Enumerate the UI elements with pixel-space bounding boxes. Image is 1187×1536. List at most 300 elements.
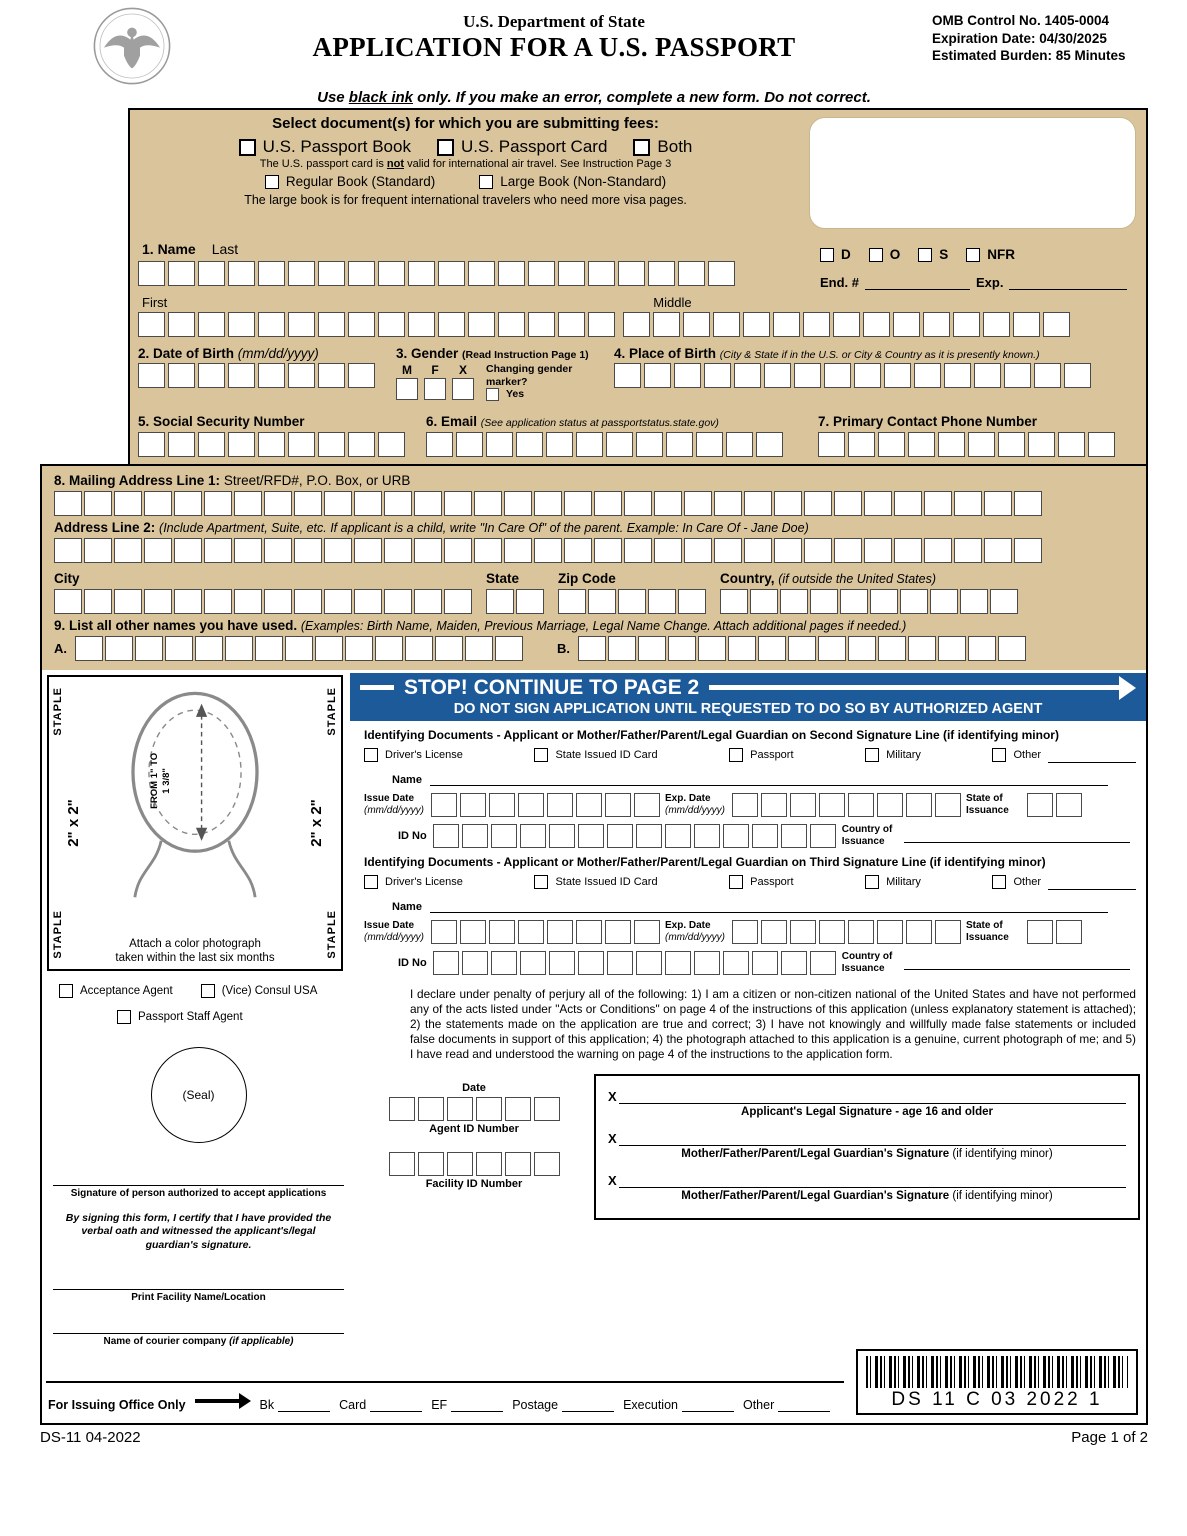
char-box[interactable] (636, 432, 663, 457)
char-box[interactable] (198, 363, 225, 388)
char-box[interactable] (668, 636, 696, 661)
char-box[interactable] (678, 589, 706, 614)
char-box[interactable] (234, 589, 262, 614)
char-box[interactable] (348, 363, 375, 388)
iddoc1-state-id-option[interactable] (534, 748, 657, 763)
char-box[interactable] (761, 793, 787, 817)
char-box[interactable] (528, 261, 555, 286)
iddoc1-other-checkbox[interactable] (992, 748, 1006, 762)
char-box[interactable] (234, 538, 262, 563)
char-box[interactable] (794, 363, 821, 388)
char-box[interactable] (834, 491, 862, 516)
char-box[interactable] (414, 491, 442, 516)
option-both[interactable] (633, 137, 692, 157)
char-box[interactable] (605, 793, 631, 817)
char-box[interactable] (576, 793, 602, 817)
char-box[interactable] (761, 920, 787, 944)
char-box[interactable] (810, 589, 838, 614)
char-box[interactable] (819, 793, 845, 817)
char-box[interactable] (318, 363, 345, 388)
both-checkbox[interactable] (633, 139, 650, 156)
char-box[interactable] (520, 951, 546, 975)
char-box[interactable] (1014, 538, 1042, 563)
char-box[interactable] (576, 432, 603, 457)
char-box[interactable] (225, 636, 253, 661)
char-box[interactable] (644, 363, 671, 388)
char-box[interactable] (750, 589, 778, 614)
char-box[interactable] (389, 1097, 415, 1121)
char-box[interactable] (698, 636, 726, 661)
char-box[interactable] (804, 538, 832, 563)
char-box[interactable] (781, 824, 807, 848)
char-box[interactable] (588, 589, 616, 614)
char-box[interactable] (444, 589, 472, 614)
guardian-signature-field-2[interactable] (619, 1172, 1126, 1188)
char-box[interactable] (168, 363, 195, 388)
iddoc2-state-issuance-input[interactable] (1027, 920, 1082, 944)
passport-staff-agent-checkbox[interactable] (117, 1010, 131, 1024)
char-box[interactable] (504, 538, 532, 563)
char-box[interactable] (558, 312, 585, 337)
char-box[interactable] (324, 538, 352, 563)
char-box[interactable] (684, 491, 712, 516)
char-box[interactable] (204, 491, 232, 516)
char-box[interactable] (840, 589, 868, 614)
char-box[interactable] (418, 1152, 444, 1176)
char-box[interactable] (624, 538, 652, 563)
char-box[interactable] (924, 538, 952, 563)
char-box[interactable] (486, 589, 514, 614)
char-box[interactable] (489, 920, 515, 944)
char-box[interactable] (476, 1152, 502, 1176)
char-box[interactable] (990, 589, 1018, 614)
iddoc1-exp-date-input[interactable] (732, 793, 961, 817)
iddoc2-state-id-checkbox[interactable] (534, 875, 548, 889)
char-box[interactable] (654, 491, 682, 516)
char-box[interactable] (636, 951, 662, 975)
char-box[interactable] (204, 538, 232, 563)
char-box[interactable] (848, 432, 875, 457)
char-box[interactable] (618, 261, 645, 286)
char-box[interactable] (491, 951, 517, 975)
char-box[interactable] (444, 538, 472, 563)
phone-input[interactable] (818, 432, 1138, 457)
char-box[interactable] (606, 432, 633, 457)
char-box[interactable] (654, 538, 682, 563)
char-box[interactable] (489, 793, 515, 817)
char-box[interactable] (460, 793, 486, 817)
char-box[interactable] (666, 432, 693, 457)
char-box[interactable] (505, 1097, 531, 1121)
char-box[interactable] (1058, 432, 1085, 457)
iddoc2-other-field[interactable] (1048, 875, 1136, 890)
iddoc2-idno-input[interactable] (433, 951, 836, 975)
gender-change-yes-box[interactable] (486, 388, 499, 401)
flag-o[interactable] (869, 247, 901, 262)
first-name-input[interactable] (138, 312, 615, 337)
char-box[interactable] (228, 261, 255, 286)
char-box[interactable] (863, 312, 890, 337)
char-box[interactable] (634, 793, 660, 817)
char-box[interactable] (723, 951, 749, 975)
char-box[interactable] (258, 363, 285, 388)
char-box[interactable] (833, 312, 860, 337)
iddoc2-country-field[interactable] (904, 955, 1130, 970)
char-box[interactable] (1034, 363, 1061, 388)
char-box[interactable] (578, 636, 606, 661)
authorized-signature-field[interactable] (53, 1185, 344, 1186)
char-box[interactable] (1064, 363, 1091, 388)
exp-field[interactable] (1009, 275, 1127, 290)
char-box[interactable] (174, 538, 202, 563)
char-box[interactable] (84, 538, 112, 563)
date-input[interactable] (368, 1097, 580, 1121)
char-box[interactable] (930, 589, 958, 614)
char-box[interactable] (877, 920, 903, 944)
char-box[interactable] (486, 432, 513, 457)
char-box[interactable] (674, 363, 701, 388)
iddoc1-other-field[interactable] (1048, 748, 1136, 763)
char-box[interactable] (444, 491, 472, 516)
char-box[interactable] (998, 432, 1025, 457)
char-box[interactable] (255, 636, 283, 661)
char-box[interactable] (1043, 312, 1070, 337)
passport-book-checkbox[interactable] (239, 139, 256, 156)
char-box[interactable] (968, 432, 995, 457)
char-box[interactable] (474, 538, 502, 563)
char-box[interactable] (204, 589, 232, 614)
iddoc2-military-checkbox[interactable] (865, 875, 879, 889)
char-box[interactable] (438, 312, 465, 337)
flag-d-checkbox[interactable] (820, 248, 834, 262)
char-box[interactable] (752, 951, 778, 975)
char-box[interactable] (634, 920, 660, 944)
char-box[interactable] (781, 951, 807, 975)
char-box[interactable] (547, 920, 573, 944)
char-box[interactable] (756, 432, 783, 457)
acceptance-agent-option[interactable] (59, 984, 173, 998)
char-box[interactable] (54, 538, 82, 563)
char-box[interactable] (734, 363, 761, 388)
char-box[interactable] (389, 1152, 415, 1176)
char-box[interactable] (935, 793, 961, 817)
char-box[interactable] (318, 432, 345, 457)
char-box[interactable] (1056, 793, 1082, 817)
char-box[interactable] (1028, 432, 1055, 457)
char-box[interactable] (704, 363, 731, 388)
facility-name-field[interactable] (53, 1289, 344, 1290)
char-box[interactable] (431, 793, 457, 817)
char-box[interactable] (318, 261, 345, 286)
char-box[interactable] (294, 589, 322, 614)
char-box[interactable] (418, 1097, 444, 1121)
gender-f-box[interactable] (424, 378, 446, 400)
char-box[interactable] (516, 589, 544, 614)
char-box[interactable] (384, 589, 412, 614)
char-box[interactable] (819, 920, 845, 944)
char-box[interactable] (534, 491, 562, 516)
flag-nfr-checkbox[interactable] (966, 248, 980, 262)
char-box[interactable] (114, 538, 142, 563)
char-box[interactable] (114, 589, 142, 614)
guardian-signature-field-1[interactable] (619, 1130, 1126, 1146)
option-large-book[interactable] (479, 174, 666, 189)
char-box[interactable] (824, 363, 851, 388)
char-box[interactable] (1027, 920, 1053, 944)
char-box[interactable] (354, 491, 382, 516)
passport-card-checkbox[interactable] (437, 139, 454, 156)
bk-field[interactable] (278, 1397, 330, 1412)
char-box[interactable] (900, 589, 928, 614)
other-name-b-input[interactable] (578, 636, 1026, 661)
char-box[interactable] (426, 432, 453, 457)
char-box[interactable] (864, 491, 892, 516)
char-box[interactable] (578, 824, 604, 848)
char-box[interactable] (723, 824, 749, 848)
iddoc1-idno-input[interactable] (433, 824, 836, 848)
char-box[interactable] (923, 312, 950, 337)
char-box[interactable] (1013, 312, 1040, 337)
iddoc2-exp-date-input[interactable] (732, 920, 961, 944)
char-box[interactable] (678, 261, 705, 286)
char-box[interactable] (728, 636, 756, 661)
char-box[interactable] (684, 538, 712, 563)
execution-field[interactable] (682, 1397, 734, 1412)
char-box[interactable] (75, 636, 103, 661)
char-box[interactable] (618, 589, 646, 614)
char-box[interactable] (433, 951, 459, 975)
char-box[interactable] (546, 432, 573, 457)
char-box[interactable] (665, 824, 691, 848)
iddoc2-other-checkbox[interactable] (992, 875, 1006, 889)
iddoc2-drivers-license-option[interactable] (364, 875, 463, 890)
char-box[interactable] (1014, 491, 1042, 516)
char-box[interactable] (498, 312, 525, 337)
char-box[interactable] (653, 312, 680, 337)
char-box[interactable] (54, 589, 82, 614)
char-box[interactable] (906, 920, 932, 944)
char-box[interactable] (460, 920, 486, 944)
char-box[interactable] (564, 538, 592, 563)
char-box[interactable] (456, 432, 483, 457)
char-box[interactable] (84, 491, 112, 516)
char-box[interactable] (983, 312, 1010, 337)
address1-input[interactable] (54, 491, 1134, 516)
large-book-checkbox[interactable] (479, 175, 493, 189)
char-box[interactable] (558, 261, 585, 286)
char-box[interactable] (894, 538, 922, 563)
char-box[interactable] (384, 491, 412, 516)
char-box[interactable] (505, 1152, 531, 1176)
char-box[interactable] (264, 538, 292, 563)
char-box[interactable] (114, 491, 142, 516)
char-box[interactable] (752, 824, 778, 848)
char-box[interactable] (228, 363, 255, 388)
char-box[interactable] (803, 312, 830, 337)
char-box[interactable] (790, 793, 816, 817)
char-box[interactable] (384, 538, 412, 563)
char-box[interactable] (790, 920, 816, 944)
state-input[interactable] (486, 589, 544, 614)
char-box[interactable] (408, 261, 435, 286)
char-box[interactable] (720, 589, 748, 614)
char-box[interactable] (348, 312, 375, 337)
char-box[interactable] (607, 824, 633, 848)
char-box[interactable] (834, 538, 862, 563)
char-box[interactable] (447, 1152, 473, 1176)
char-box[interactable] (848, 793, 874, 817)
char-box[interactable] (1088, 432, 1115, 457)
iddoc1-drivers-license-option[interactable] (364, 748, 463, 763)
char-box[interactable] (743, 312, 770, 337)
option-regular-book[interactable] (265, 174, 435, 189)
char-box[interactable] (534, 538, 562, 563)
dob-input[interactable] (138, 363, 396, 388)
char-box[interactable] (893, 312, 920, 337)
char-box[interactable] (683, 312, 710, 337)
char-box[interactable] (954, 491, 982, 516)
iddoc1-drivers-license-checkbox[interactable] (364, 748, 378, 762)
flag-s[interactable] (918, 247, 948, 262)
char-box[interactable] (378, 261, 405, 286)
end-number-field[interactable] (865, 275, 970, 290)
iddoc2-name-field[interactable] (430, 898, 1108, 913)
char-box[interactable] (468, 312, 495, 337)
char-box[interactable] (431, 920, 457, 944)
char-box[interactable] (810, 824, 836, 848)
pob-input[interactable] (614, 363, 1138, 388)
char-box[interactable] (324, 589, 352, 614)
char-box[interactable] (378, 432, 405, 457)
flag-nfr[interactable] (966, 247, 1015, 262)
ef-field[interactable] (451, 1397, 503, 1412)
iddoc1-military-option[interactable] (865, 748, 921, 763)
char-box[interactable] (228, 312, 255, 337)
char-box[interactable] (516, 432, 543, 457)
flag-s-checkbox[interactable] (918, 248, 932, 262)
iddoc1-passport-checkbox[interactable] (729, 748, 743, 762)
char-box[interactable] (165, 636, 193, 661)
char-box[interactable] (354, 589, 382, 614)
char-box[interactable] (908, 636, 936, 661)
char-box[interactable] (438, 261, 465, 286)
char-box[interactable] (614, 363, 641, 388)
char-box[interactable] (894, 491, 922, 516)
flag-d[interactable] (820, 247, 851, 262)
char-box[interactable] (935, 920, 961, 944)
char-box[interactable] (198, 261, 225, 286)
other-field[interactable] (778, 1397, 830, 1412)
char-box[interactable] (174, 491, 202, 516)
char-box[interactable] (285, 636, 313, 661)
char-box[interactable] (744, 538, 772, 563)
char-box[interactable] (864, 538, 892, 563)
char-box[interactable] (953, 312, 980, 337)
char-box[interactable] (468, 261, 495, 286)
char-box[interactable] (345, 636, 373, 661)
char-box[interactable] (938, 432, 965, 457)
char-box[interactable] (495, 636, 523, 661)
iddoc1-name-field[interactable] (430, 771, 1108, 786)
char-box[interactable] (258, 261, 285, 286)
char-box[interactable] (624, 491, 652, 516)
iddoc1-military-checkbox[interactable] (865, 748, 879, 762)
char-box[interactable] (818, 636, 846, 661)
char-box[interactable] (758, 636, 786, 661)
char-box[interactable] (732, 793, 758, 817)
char-box[interactable] (288, 261, 315, 286)
char-box[interactable] (914, 363, 941, 388)
passport-staff-agent-option[interactable] (117, 1010, 243, 1024)
char-box[interactable] (288, 363, 315, 388)
char-box[interactable] (474, 491, 502, 516)
char-box[interactable] (810, 951, 836, 975)
iddoc1-passport-option[interactable] (729, 748, 793, 763)
iddoc2-other-option[interactable] (992, 875, 1136, 890)
char-box[interactable] (294, 538, 322, 563)
char-box[interactable] (520, 824, 546, 848)
char-box[interactable] (558, 589, 586, 614)
char-box[interactable] (974, 363, 1001, 388)
char-box[interactable] (878, 636, 906, 661)
char-box[interactable] (84, 589, 112, 614)
char-box[interactable] (138, 363, 165, 388)
middle-name-input[interactable] (623, 312, 1070, 337)
char-box[interactable] (607, 951, 633, 975)
char-box[interactable] (447, 1097, 473, 1121)
char-box[interactable] (476, 1097, 502, 1121)
char-box[interactable] (648, 261, 675, 286)
zip-input[interactable] (558, 589, 706, 614)
char-box[interactable] (636, 824, 662, 848)
char-box[interactable] (938, 636, 966, 661)
char-box[interactable] (504, 491, 532, 516)
char-box[interactable] (144, 491, 172, 516)
iddoc2-drivers-license-checkbox[interactable] (364, 875, 378, 889)
city-input[interactable] (54, 589, 472, 614)
iddoc2-passport-checkbox[interactable] (729, 875, 743, 889)
char-box[interactable] (588, 312, 615, 337)
char-box[interactable] (294, 491, 322, 516)
char-box[interactable] (744, 491, 772, 516)
char-box[interactable] (135, 636, 163, 661)
char-box[interactable] (713, 312, 740, 337)
char-box[interactable] (168, 432, 195, 457)
char-box[interactable] (264, 589, 292, 614)
char-box[interactable] (694, 824, 720, 848)
email-input[interactable] (426, 432, 818, 457)
char-box[interactable] (105, 636, 133, 661)
char-box[interactable] (594, 538, 622, 563)
char-box[interactable] (605, 920, 631, 944)
char-box[interactable] (348, 261, 375, 286)
char-box[interactable] (854, 363, 881, 388)
iddoc2-issue-date-input[interactable] (431, 920, 660, 944)
char-box[interactable] (465, 636, 493, 661)
char-box[interactable] (564, 491, 592, 516)
last-name-input[interactable] (138, 261, 790, 286)
vice-consul-checkbox[interactable] (201, 984, 215, 998)
char-box[interactable] (773, 312, 800, 337)
char-box[interactable] (549, 824, 575, 848)
char-box[interactable] (623, 312, 650, 337)
char-box[interactable] (378, 312, 405, 337)
char-box[interactable] (954, 538, 982, 563)
char-box[interactable] (714, 491, 742, 516)
char-box[interactable] (258, 312, 285, 337)
char-box[interactable] (848, 636, 876, 661)
char-box[interactable] (648, 589, 676, 614)
